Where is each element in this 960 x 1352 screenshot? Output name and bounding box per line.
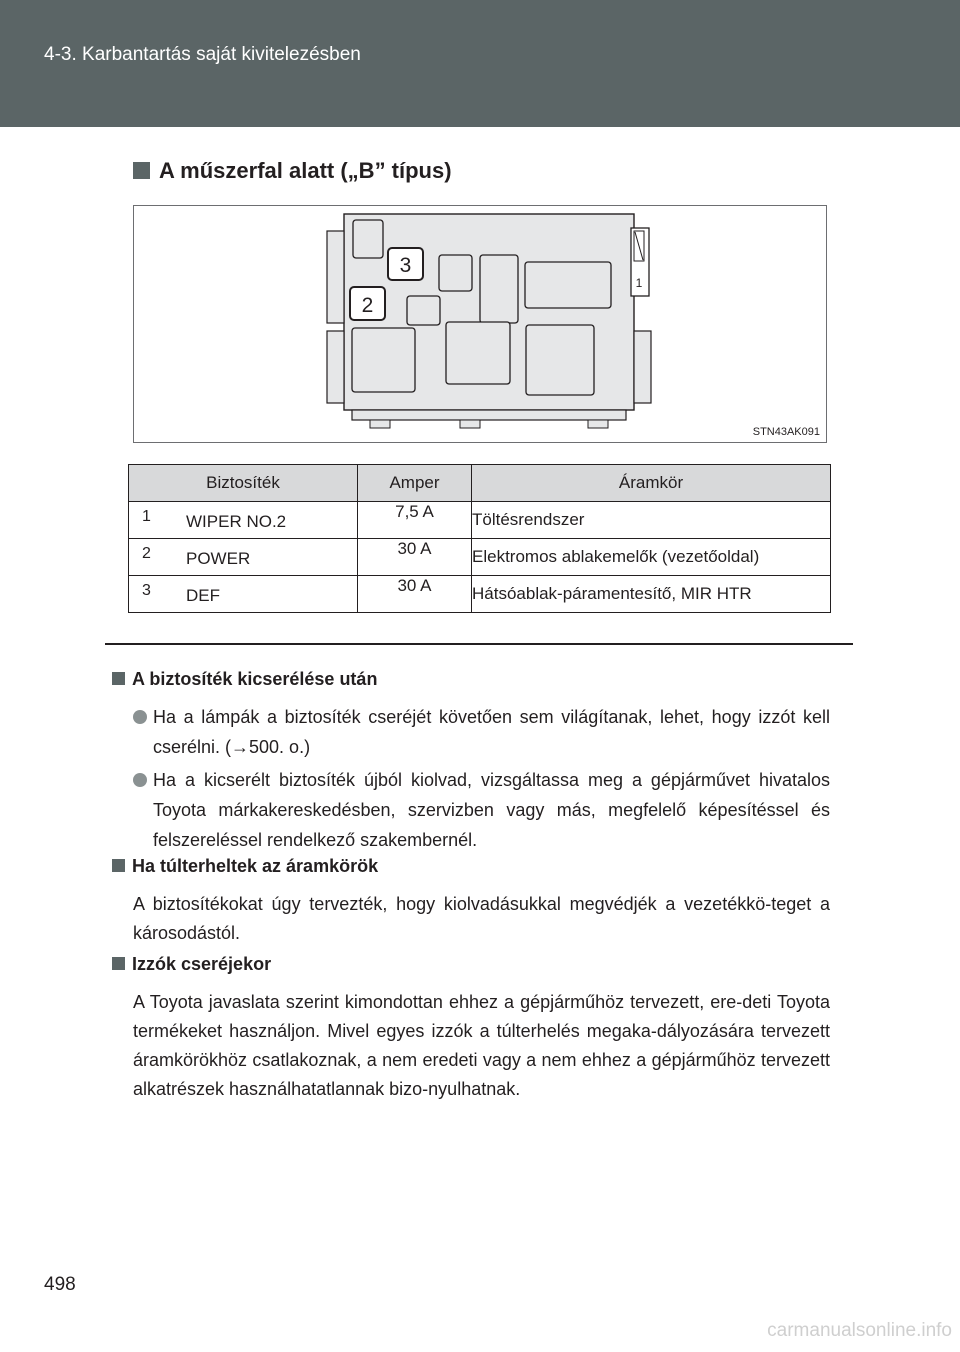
foot-3 [588, 420, 608, 428]
slot-f [446, 322, 510, 384]
slot-b [480, 255, 518, 323]
slot-a [439, 255, 472, 291]
left-tab-lower [327, 331, 344, 403]
subheading-after-replacement [112, 669, 377, 690]
page-header [0, 0, 960, 127]
bullet-item [133, 702, 830, 762]
slot-e [352, 328, 415, 392]
fuse-box-diagram [134, 206, 828, 444]
circuit-cell: Elektromos ablakemelők (vezetőoldal) [472, 539, 831, 576]
fuse-cell [129, 502, 358, 539]
fuse-number: 1 [142, 508, 151, 525]
subheading-text: A biztosíték kicserélése után [132, 669, 378, 689]
fuse-name: DEF [186, 586, 220, 605]
overload-paragraph: A biztosítékokat úgy tervezték, hogy kiolvadásukkal megvédjék a vezetékkö-teget a károsodástól. [133, 894, 830, 943]
watermark: carmanualsonline.info [767, 1320, 952, 1341]
section-divider [105, 643, 853, 645]
col-header-amp: Amper [358, 465, 472, 502]
square-bullet-icon [112, 957, 125, 970]
subheading-text: Ha túlterheltek az áramkörök [132, 856, 379, 876]
table-row [129, 539, 831, 576]
amp-cell: 30 A [358, 576, 472, 613]
amp-cell: 7,5 A [358, 502, 472, 539]
slot-d [407, 296, 440, 325]
section-title-text: A műszerfal alatt („B” típus) [159, 158, 452, 183]
bullet-text: Ha a kicserélt biztosíték újból kiolvad, vizsgáltassa meg a gépjárművet hivatalos Toyota márkakereskedésben, szervizben vagy más, megfelelő képesítéssel és felszereléssel rendelkező szakembernél. [153, 770, 830, 850]
circuit-cell: Hátsóablak-páramentesítő, MIR HTR [472, 576, 831, 613]
slot-c [525, 262, 611, 308]
foot-1 [370, 420, 390, 428]
fuse-number: 3 [142, 582, 151, 599]
round-bullet-icon [133, 773, 147, 787]
square-bullet-icon [112, 672, 125, 685]
fuse-name: POWER [186, 549, 251, 568]
subheading-bulbs [112, 954, 271, 975]
fuse-1-label: 1 [635, 276, 643, 290]
fuse-table [128, 464, 831, 613]
left-tab-upper [327, 231, 344, 323]
col-header-circuit: Áramkör [472, 465, 831, 502]
fuse-box-figure [133, 205, 827, 443]
fuse-2-label: 2 [361, 294, 374, 317]
fuse-name: WIPER NO.2 [186, 512, 287, 531]
subheading-text: Izzók cseréjekor [132, 954, 272, 974]
slot-g [526, 325, 594, 395]
fuse-cell [129, 576, 358, 613]
fuse-number: 2 [142, 545, 151, 562]
bullet-item [133, 765, 830, 855]
bulbs-paragraph: A Toyota javaslata szerint kimondottan ehhez a gépjárműhöz tervezett, ere-deti Toyota termékeket használjon. Mivel egyes izzók a túlterhelés megaka-dályozására tervezett áramkörökhöz csatlakoznak, a nem eredeti vagy a nem ehhez a gépjárműhöz tervezett alkatrészek használhatatlannak bizo-nyulhatnak. [133, 992, 830, 1099]
amp-cell: 30 A [358, 539, 472, 576]
slot-top-left [353, 220, 383, 258]
fuse-3-label: 3 [399, 254, 412, 277]
foot-2 [460, 420, 480, 428]
header-title: 4-3. Karbantartás saját kivitelezésben [44, 44, 361, 65]
right-tab-lower [634, 331, 651, 403]
square-bullet-icon [133, 162, 150, 179]
bullet-text: Ha a lámpák a biztosíték cseréjét követően sem világítanak, lehet, hogy izzót kell cserélni. (→500. o.) [153, 707, 830, 757]
table-row [129, 502, 831, 539]
fuse-cell [129, 539, 358, 576]
figure-code: STN43AK091 [752, 426, 820, 438]
circuit-cell: Töltésrendszer [472, 502, 831, 539]
table-row [129, 576, 831, 613]
bottom-ledge [352, 410, 626, 420]
subheading-overload [112, 856, 378, 877]
col-header-fuse: Biztosíték [129, 465, 358, 502]
section-title [133, 158, 452, 184]
round-bullet-icon [133, 710, 147, 724]
table-header-row [129, 465, 831, 502]
page-number: 498 [44, 1274, 76, 1295]
square-bullet-icon [112, 859, 125, 872]
